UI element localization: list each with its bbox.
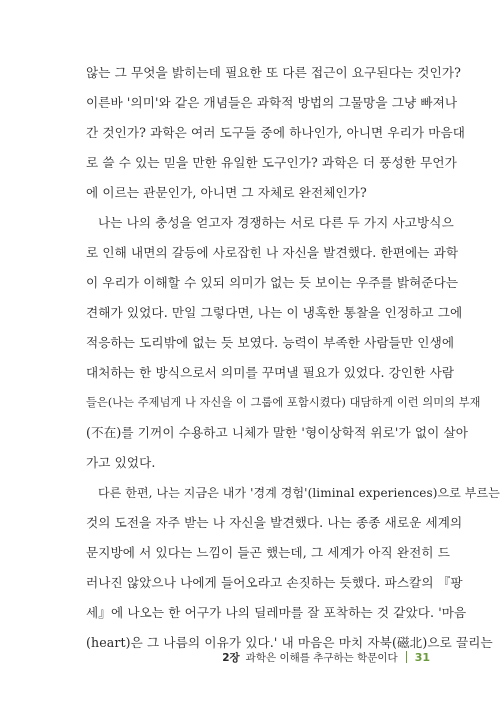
text-line: (不在)를 기꺼이 수용하고 니체가 말한 '형이상학적 위로'가 없이 살아 [86,425,469,440]
text-line: 나는 나의 충성을 얻고자 경쟁하는 서로 다른 두 가지 사고방식으 [98,215,454,230]
text-line: 가고 있었다. [86,455,156,470]
page-number: 31 [414,650,430,664]
running-footer [222,648,430,666]
text-line: 이른바 '의미'와 같은 개념들은 과학적 방법의 그물망을 그냥 빠져나 [86,95,458,110]
text-line: 에 이르는 관문인가, 아니면 그 자체로 완전체인가? [86,185,367,200]
text-line: 다른 한편, 나는 지금은 내가 '경계 경험'(liminal experiences)으로 부르는 [98,486,500,500]
footer-divider [406,651,407,663]
text-line: 문지방에 서 있다는 느낌이 들곤 했는데, 그 세계가 아직 완전히 드 [86,545,451,560]
text-line: 대처하는 한 방식으로서 의미를 꾸며낼 필요가 있었다. 강인한 사람 [86,365,455,380]
text-line: 이 우리가 이해할 수 있되 의미가 없는 듯 보이는 우주를 밝혀준다는 [86,275,459,290]
text-line: 로 쓸 수 있는 믿을 만한 유일한 도구인가? 과학은 더 풍성한 무언가 [86,155,457,170]
text-line: 것의 도전을 자주 받는 나 자신을 발견했다. 나는 종종 새로운 세계의 [86,515,463,530]
text-line: 로 인해 내면의 갈등에 사로잡힌 나 자신을 발견했다. 한편에는 과학 [86,245,459,260]
paragraph-2 [86,208,481,478]
text-line: 않는 그 무엇을 밝히는데 필요한 또 다른 접근이 요구된다는 것인가? [86,65,461,80]
paragraph-1 [86,58,466,208]
text-line: 간 것인가? 과학은 여러 도구들 중에 하나인가, 아니면 우리가 마음대 [86,125,466,140]
text-line: 들은(나는 주제넘게 나 자신을 이 그룹에 포함시켰다) 대담하게 이런 의미의 부재 [86,396,481,409]
chapter-title: 과학은 이해를 추구하는 학문이다 [245,651,398,664]
text-line: (heart)은 그 나름의 이유가 있다.' 내 마음은 마치 자북(磁北)으로 끌리는 [86,635,493,650]
text-line: 러나진 않았으나 나에게 들어오라고 손짓하는 듯했다. 파스칼의 『팡 [86,575,463,590]
text-line: 적응하는 도리밖에 없는 듯 보였다. 능력이 부족한 사람들만 인생에 [86,335,455,350]
chapter-number: 2장 [222,651,240,664]
text-line: 견해가 있었다. 만일 그렇다면, 나는 이 냉혹한 통찰을 인정하고 그에 [86,305,463,320]
text-line: 세』에 나오는 한 어구가 나의 딜레마를 잘 포착하는 것 같았다. '마음 [86,605,467,620]
